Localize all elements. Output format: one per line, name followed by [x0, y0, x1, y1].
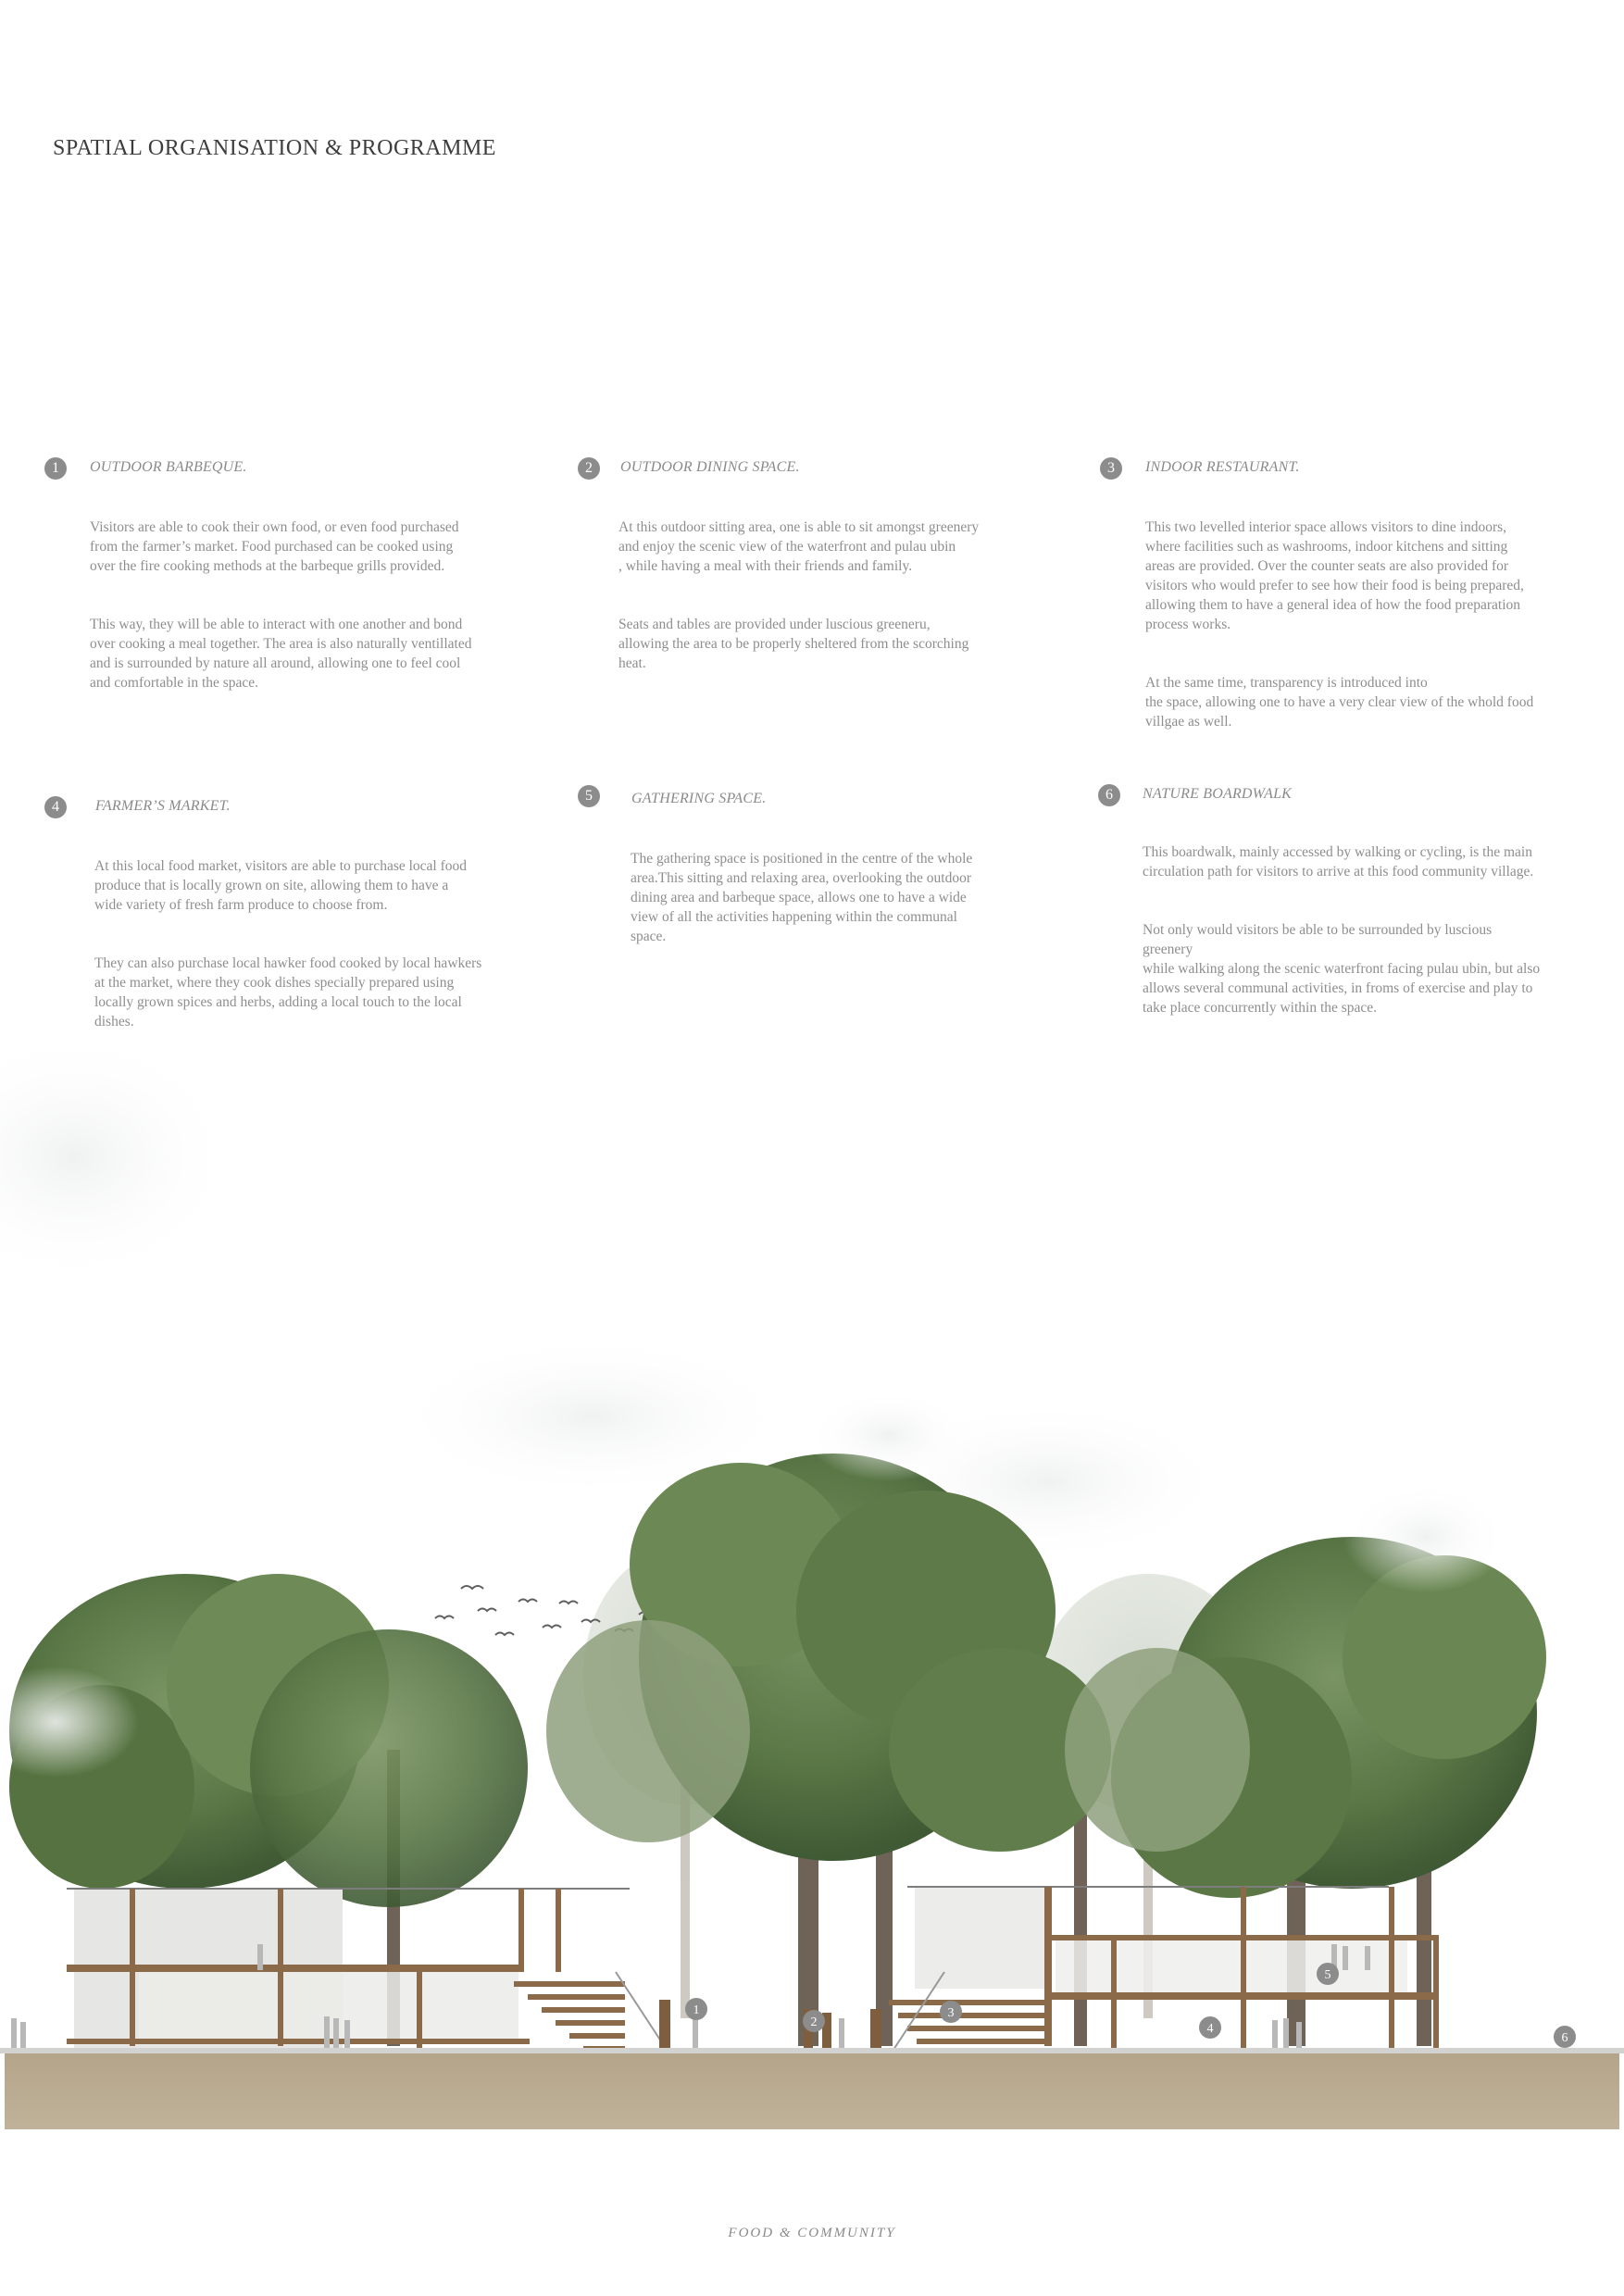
programme-number-badge: 4: [44, 796, 67, 818]
section-marker-label: 1: [693, 2003, 700, 2017]
section-marker-label: 4: [1206, 2022, 1214, 2036]
ground-soil: [5, 2053, 1619, 2129]
programme-paragraph: Visitors are able to cook their own food, or even food purchased from the farmer’s market. Food purchased can be cooked using over the fire cooking methods at the barbeque grills provided.: [90, 519, 459, 574]
programme-description: [90, 498, 471, 731]
section-marker-5: [1317, 1963, 1339, 1985]
programme-description: [1145, 498, 1533, 770]
programme-paragraph: This two levelled interior space allows visitors to dine indoors, where facilities such as washrooms, indoor kitchens and sitting areas are provided. Over the counter seats are also provided for visitors who would prefer to see how their food is being prepared, allowing them to have a general idea of how the food preparation process works.: [1145, 519, 1524, 632]
programme-number-badge: 2: [578, 457, 600, 480]
programme-paragraph: This way, they will be able to interact with one another and bond over cooking a meal together. The area is also naturally ventillated and is surrounded by nature all around, allowing one to feel cool and comfortable in the space.: [90, 617, 472, 691]
programme-title: INDOOR RESTAURANT.: [1145, 459, 1300, 475]
section-illustration: [0, 1046, 1624, 2129]
page-title: SPATIAL ORGANISATION & PROGRAMME: [53, 136, 496, 160]
programme-title: NATURE BOARDWALK: [1143, 786, 1293, 802]
programme-description: [631, 830, 972, 985]
programme-title: OUTDOOR DINING SPACE.: [620, 459, 800, 475]
programme-paragraph: At the same time, transparency is introduced into the space, allowing one to have a very clear view of the whold food villgae as well.: [1145, 675, 1534, 730]
section-marker-label: 5: [1324, 1968, 1331, 1982]
programme-paragraph: At this outdoor sitting area, one is able to sit amongst greenery and enjoy the scenic view of the waterfront and pulau ubin , while having a meal with their friends and family.: [618, 519, 980, 574]
section-marker-4: [1199, 2016, 1221, 2039]
programme-number-badge: 6: [1098, 784, 1120, 806]
canopy-mist: [806, 1389, 972, 1481]
programme-title: GATHERING SPACE.: [631, 791, 767, 806]
section-marker-2: [803, 2010, 825, 2032]
background-haze: [0, 1046, 241, 1287]
programme-title: OUTDOOR BARBEQUE.: [90, 459, 247, 475]
programme-paragraph: At this local food market, visitors are able to purchase local food produce that is locally grown on site, allowing them to have a wide variety of fresh farm produce to choose from.: [94, 858, 468, 913]
section-marker-label: 3: [947, 2006, 955, 2020]
ground-line: [0, 2048, 1624, 2053]
programme-paragraph: The gathering space is positioned in the centre of the whole area.This sitting and relaxing area, overlooking the outdoor dining area and barbeque space, allows one to have a wide view of all the activities happening within the communal space.: [631, 851, 973, 944]
section-marker-3: [940, 2001, 962, 2023]
section-marker-label: 6: [1561, 2031, 1568, 2045]
page-footer: FOOD & COMMUNITY: [728, 2226, 896, 2240]
programme-paragraph: They can also purchase local hawker food cooked by local hawkers at the market, where they cook dishes specially prepared using locally grown spices and herbs, adding a local touch to the local dishes.: [94, 955, 482, 1029]
section-marker-6: [1554, 2026, 1576, 2048]
programme-description: [618, 498, 979, 712]
programme-description: [1143, 823, 1543, 1056]
canopy-mist: [1343, 1481, 1509, 1592]
programme-paragraph: This boardwalk, mainly accessed by walking or cycling, is the main circulation path for visitors to arrive at this food community village.: [1143, 844, 1534, 880]
building-indoor-restaurant: [907, 1887, 1439, 2050]
stairs-left: [514, 1972, 667, 2050]
programme-number-badge: 1: [44, 457, 67, 480]
programme-paragraph: Seats and tables are provided under luscious greeneru, allowing the area to be properly sheltered from the scorching heat.: [618, 617, 969, 671]
programme-title: FARMER’S MARKET.: [95, 798, 231, 814]
section-marker-label: 2: [810, 2015, 818, 2029]
programme-number-badge: 3: [1100, 457, 1122, 480]
programme-description: [94, 837, 481, 1070]
programme-paragraph: Not only would visitors be able to be surrounded by luscious greenery while walking along the scenic waterfront facing pulau ubin, but also allows several communal activities, in froms of exercise and play to take place concurrently within the space.: [1143, 922, 1541, 1016]
programme-number-badge: 5: [578, 785, 600, 807]
section-marker-1: [685, 1998, 707, 2020]
